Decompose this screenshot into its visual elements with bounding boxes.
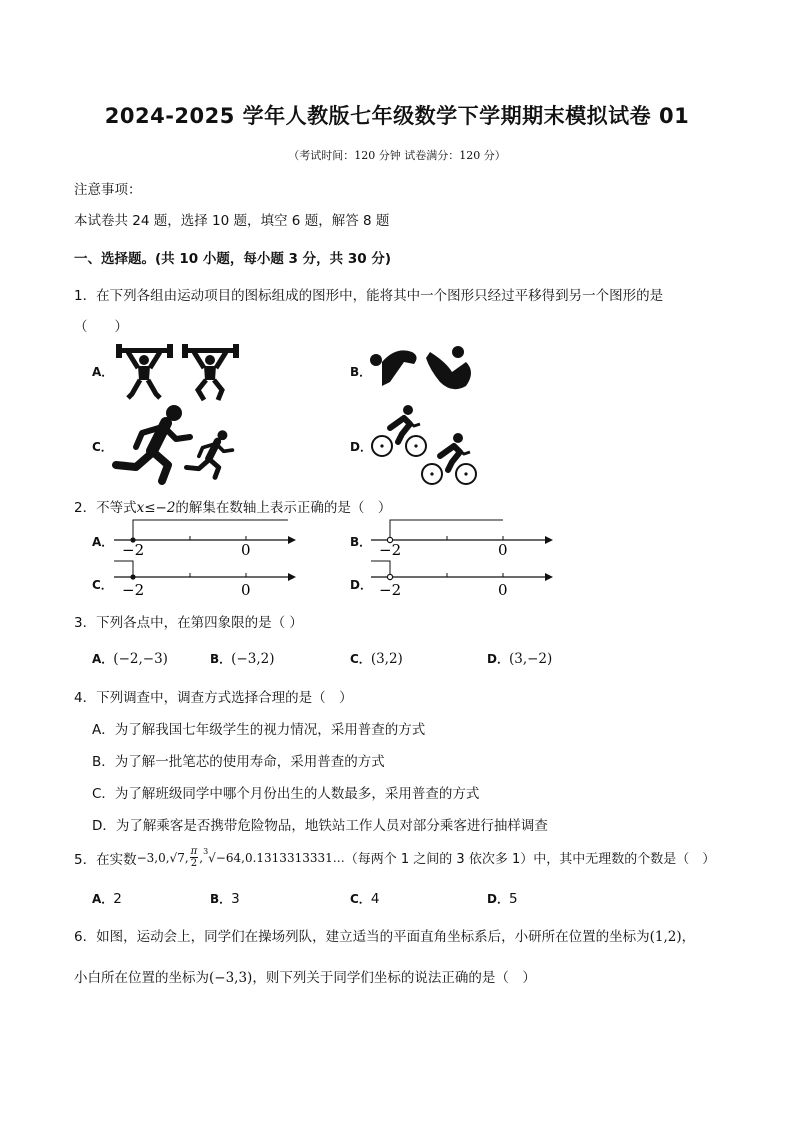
q4-option-b: B．为了解一批笔芯的使用寿命，采用普查的方式 (92, 754, 385, 770)
q3-option-b: B．(−3,2) (210, 651, 275, 667)
svg-text:−2: −2 (379, 581, 402, 599)
q1-paren: （ ） (74, 319, 128, 335)
runner-icons (112, 403, 242, 485)
svg-text:0: 0 (241, 581, 251, 599)
notes-line: 本试卷共 24 题，选择 10 题，填空 6 题，解答 8 题 (74, 213, 390, 229)
q5-stem: 5．在实数 −3,0,√7, π 2 , 3 √−64 ,0.1313313331… （每两个 1 之间的 3 依次多 1）中，其中无理数的个数是（ ） (74, 846, 716, 869)
q5-option-d: D．5 (487, 891, 518, 907)
weightlifter-icon-1 (116, 344, 173, 398)
svg-text:0: 0 (241, 541, 251, 558)
number-line-d (369, 557, 554, 601)
svg-text:−2: −2 (379, 541, 402, 558)
svg-text:0: 0 (498, 541, 508, 558)
weightlifter-icons (112, 338, 242, 402)
q6-line1: 6．如图，运动会上，同学们在操场列队，建立适当的平面直角坐标系后，小研所在位置的坐标为(1,2)， (74, 929, 696, 945)
svg-text:−2: −2 (122, 541, 145, 558)
gymnast-icon-1 (370, 350, 417, 386)
number-line-c (112, 557, 297, 601)
svg-text:0: 0 (498, 581, 508, 599)
pi-over-2-fraction: π 2 (190, 846, 198, 869)
q2-stem: 2．不等式x≤−2的解集在数轴上表示正确的是（ ） (74, 500, 392, 516)
q2-option-b-label: B． (350, 535, 372, 549)
q4-stem: 4．下列调查中，调查方式选择合理的是（ ） (74, 690, 353, 706)
q1-option-d-label: D． (350, 440, 372, 454)
notes-heading: 注意事项： (74, 182, 142, 198)
gymnast-icons (366, 342, 476, 398)
q4-option-a: A．为了解我国七年级学生的视力情况，采用普查的方式 (92, 722, 426, 738)
q4-option-d: D．为了解乘客是否携带危险物品，地铁站工作人员对部分乘客进行抽样调查 (92, 818, 548, 834)
number-line-a (112, 514, 297, 558)
cyclist-icons (368, 402, 486, 486)
q3-option-d: D．(3,−2) (487, 651, 553, 667)
svg-text:−2: −2 (122, 581, 145, 599)
number-line-b (369, 514, 554, 558)
q1-option-a-label: A． (92, 365, 114, 379)
exam-info: （考试时间：120 分钟 试卷满分：120 分） (288, 149, 506, 162)
q3-stem: 3．下列各点中，在第四象限的是（ ） (74, 615, 303, 631)
q2-option-c-label: C． (92, 578, 113, 592)
q3-option-c: C．(3,2) (350, 651, 403, 667)
q2-option-a-label: A． (92, 535, 114, 549)
q2-option-d-label: D． (350, 578, 372, 592)
q5-option-b: B．3 (210, 891, 240, 907)
q4-option-c: C．为了解班级同学中哪个月份出生的人数最多，采用普查的方式 (92, 786, 480, 802)
q5-option-a: A．2 (92, 891, 122, 907)
runner-icon-small (186, 430, 232, 477)
cyclist-icon-1 (372, 405, 426, 456)
q1-option-c-label: C． (92, 440, 113, 454)
q3-option-a: A．(−2,−3) (92, 651, 168, 667)
q5-option-c: C．4 (350, 891, 380, 907)
section-heading: 一、选择题。(共 10 小题，每小题 3 分，共 30 分) (74, 251, 392, 267)
cyclist-icon-2 (422, 433, 476, 484)
q1-stem: 1．在下列各组由运动项目的图标组成的图形中，能将其中一个图形只经过平移得到另一个图形的是 (74, 288, 664, 304)
runner-icon-large (116, 405, 190, 481)
gymnast-icon-2 (426, 346, 471, 389)
q1-option-b-label: B． (350, 365, 372, 379)
page-title: 2024-2025 学年人教版七年级数学下学期期末模拟试卷 01 (104, 104, 690, 128)
q6-line2: 小白所在位置的坐标为(−3,3)，则下列关于同学们坐标的说法正确的是（ ） (74, 970, 536, 986)
weightlifter-icon-2 (182, 344, 239, 400)
